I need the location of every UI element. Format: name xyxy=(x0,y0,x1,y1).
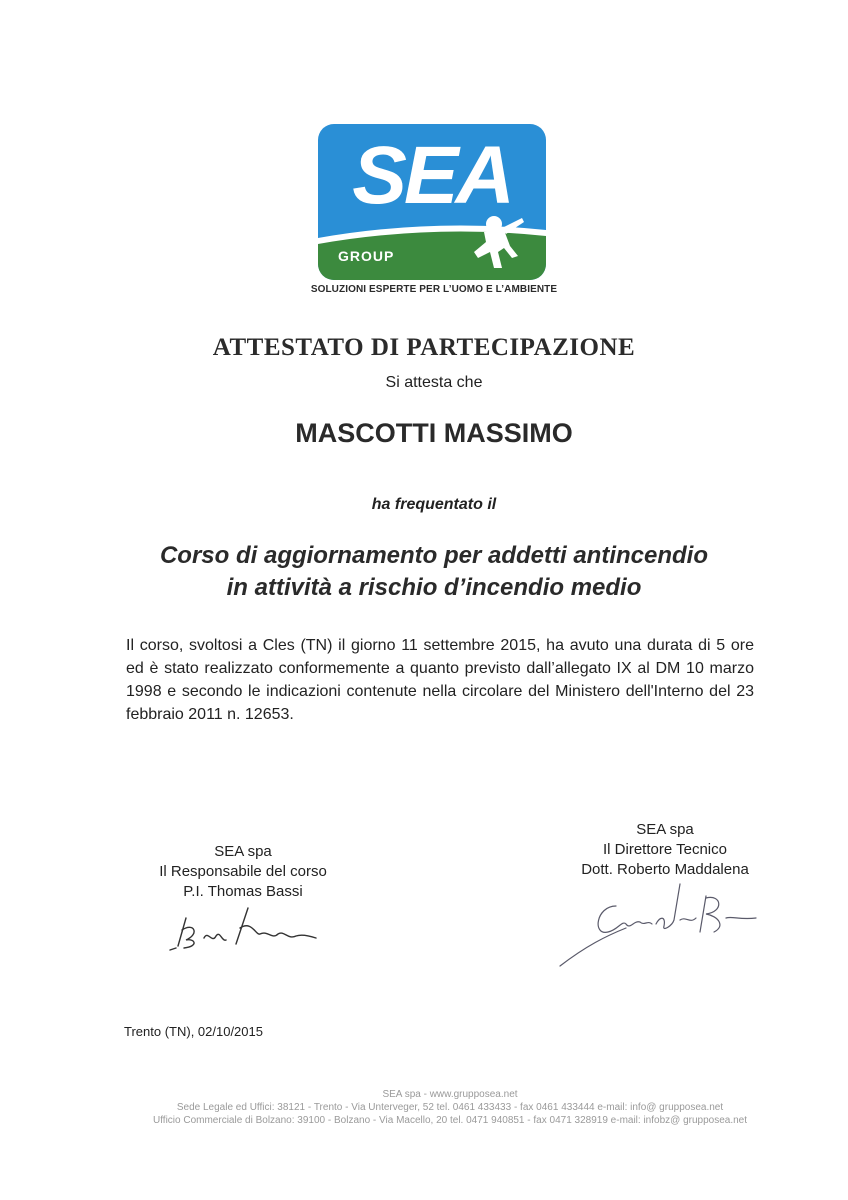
participant-name: MASCOTTI MASSIMO xyxy=(295,418,573,448)
logo-group-label: GROUP xyxy=(338,248,395,264)
signature-block-left xyxy=(130,842,356,902)
course-title-line-2: in attività a rischio d’incendio medio xyxy=(226,574,642,601)
right-person: Dott. Roberto Maddalena xyxy=(581,861,749,878)
right-role: Il Direttore Tecnico xyxy=(603,841,727,858)
place-and-date: Trento (TN), 02/10/2015 xyxy=(124,1024,263,1039)
attesta-text: Si attesta che xyxy=(385,374,483,391)
course-title-line-1: Corso di aggiornamento per addetti antincendio xyxy=(159,542,709,569)
right-company: SEA spa xyxy=(636,821,694,838)
logo-wordmark: SEA xyxy=(352,130,512,221)
footer-line-1: SEA spa - www.grupposea.net xyxy=(382,1089,518,1100)
frequentato-text: ha frequentato il xyxy=(371,496,497,513)
footer xyxy=(0,1088,848,1127)
handwritten-signature-left xyxy=(160,900,330,960)
footer-line-3: Ufficio Commerciale di Bolzano: 39100 - Bolzano - Via Macello, 20 tel. 0471 940851 - fax 0471 328919 e-mail: infobz@ grupposea.net xyxy=(152,1115,748,1126)
handwritten-signature-right xyxy=(556,876,776,972)
left-company: SEA spa xyxy=(214,843,272,860)
certificate-title: ATTESTATO DI PARTECIPAZIONE xyxy=(212,334,636,361)
left-person: P.I. Thomas Bassi xyxy=(183,883,303,900)
sea-group-logo xyxy=(318,124,546,280)
course-title xyxy=(0,540,848,604)
logo-tagline: SOLUZIONI ESPERTE PER L’UOMO E L’AMBIENTE xyxy=(310,284,558,295)
course-description: Il corso, svoltosi a Cles (TN) il giorno 11 settembre 2015, ha avuto una durata di 5 ore ed è stato realizzato conformemente a quanto previsto dall’allegato IX al DM 10 marzo 1998 e secondo le indicazioni contenute nella circolare del Ministero dell'Interno del 23 febbraio 2011 n. 12653. xyxy=(126,637,754,723)
left-role: Il Responsabile del corso xyxy=(159,863,327,880)
footer-line-2: Sede Legale ed Uffici: 38121 - Trento - Via Unterveger, 52 tel. 0461 433433 - fax 0461 433444 e-mail: info@ grupposea.net xyxy=(176,1102,724,1113)
signature-block-right xyxy=(540,820,790,880)
